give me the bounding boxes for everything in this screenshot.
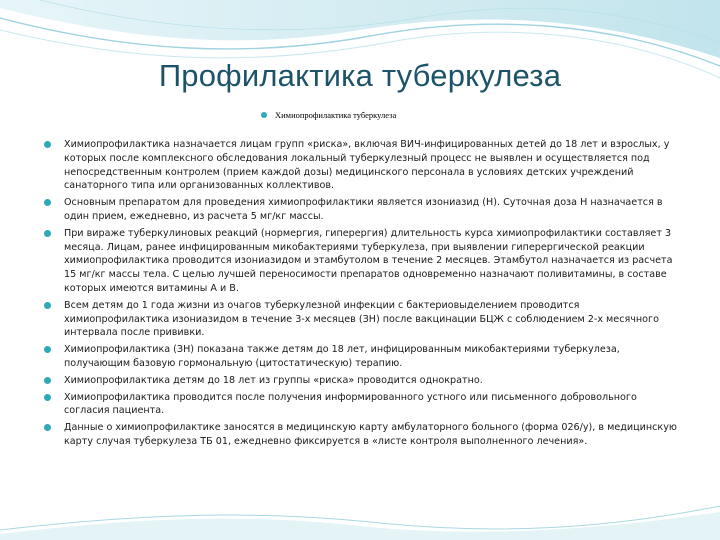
list-item-text: Химиопрофилактика назначается лицам групп «риска», включая ВИЧ-инфицированных детей до 18 лет и взрослых, у которых после комплексного обследования локальный туберкулезный процесс не выявлен и осуществляется под непосредственным контролем (прием каждой дозы) медицинского персонала в условиях детских учреждений санаторного типа или организованных коллективов. xyxy=(64,139,670,192)
bullet-icon xyxy=(44,377,51,384)
wave-top-fill xyxy=(0,0,720,58)
bullet-icon xyxy=(261,112,267,118)
list-item xyxy=(42,196,682,224)
slide-title: Профилактика туберкулеза xyxy=(158,58,562,93)
slide-subtitle xyxy=(275,110,396,120)
bullet-icon xyxy=(44,302,51,309)
list-item xyxy=(42,374,682,388)
bullet-list xyxy=(42,138,682,452)
list-item-text: Данные о химиопрофилактике заносятся в медицинскую карту амбулаторного больного (форма 026/у), в медицинскую карту случая туберкулеза ТБ 01, ежедневно фиксируется в «листе контроля выполненного лечения». xyxy=(64,422,677,447)
list-item-text: Химиопрофилактика проводится после получения информированного устного или письменного добровольного согласия пациента. xyxy=(64,391,637,417)
list-item-text: Химиопрофилактика детям до 18 лет из группы «риска» проводится однократно. xyxy=(64,374,483,386)
list-item-text: Всем детям до 1 года жизни из очагов туберкулезной инфекции с бактериовыделением проводится химиопрофилактика изониазидом в течение 3-х месяцев (ЗН) после вакцинации БЦЖ с соблюдением 2-х месячного интервала после прививки. xyxy=(64,299,659,339)
list-item xyxy=(42,138,682,193)
list-item xyxy=(42,421,682,449)
wave-bottom-fill xyxy=(0,512,720,540)
bullet-icon xyxy=(44,199,51,206)
bullet-icon xyxy=(44,141,51,148)
list-item xyxy=(42,299,682,340)
list-item xyxy=(42,391,682,419)
bullet-icon xyxy=(44,230,51,237)
list-item xyxy=(42,343,682,371)
bullet-icon xyxy=(44,346,51,353)
list-item xyxy=(42,227,682,296)
bullet-icon xyxy=(44,394,51,401)
list-item-text: При вираже туберкулиновых реакций (нормергия, гиперергия) длительность курса химиопрофилактики составляет 3 месяца. Лицам, ранее инфицированным микобактериями туберкулеза, при выявлении гиперергической реакции химиопрофилактика проводится изониазидом и этамбутолом в течение 2 месяцев. Этамбутол назначается из расчета 15 мг/кг массы тела. С целью лучшей переносимости препаратов одновременно назначают поливитамины, в составе которых имеются витамины А и В. xyxy=(64,227,673,294)
slide-subtitle-text: Химиопрофилактика туберкулеза xyxy=(275,110,397,120)
bullet-icon xyxy=(44,424,51,431)
list-item-text: Химиопрофилактика (ЗН) показана также детям до 18 лет, инфицированным микобактериями туберкулеза, получающим базовую гормональную (цитостатическую) терапию. xyxy=(64,344,620,369)
list-item-text: Основным препаратом для проведения химиопрофилактики является изониазид (Н). Суточная доза Н назначается в один прием, ежедневно, из расчета 5 мг/кг массы. xyxy=(64,197,663,222)
